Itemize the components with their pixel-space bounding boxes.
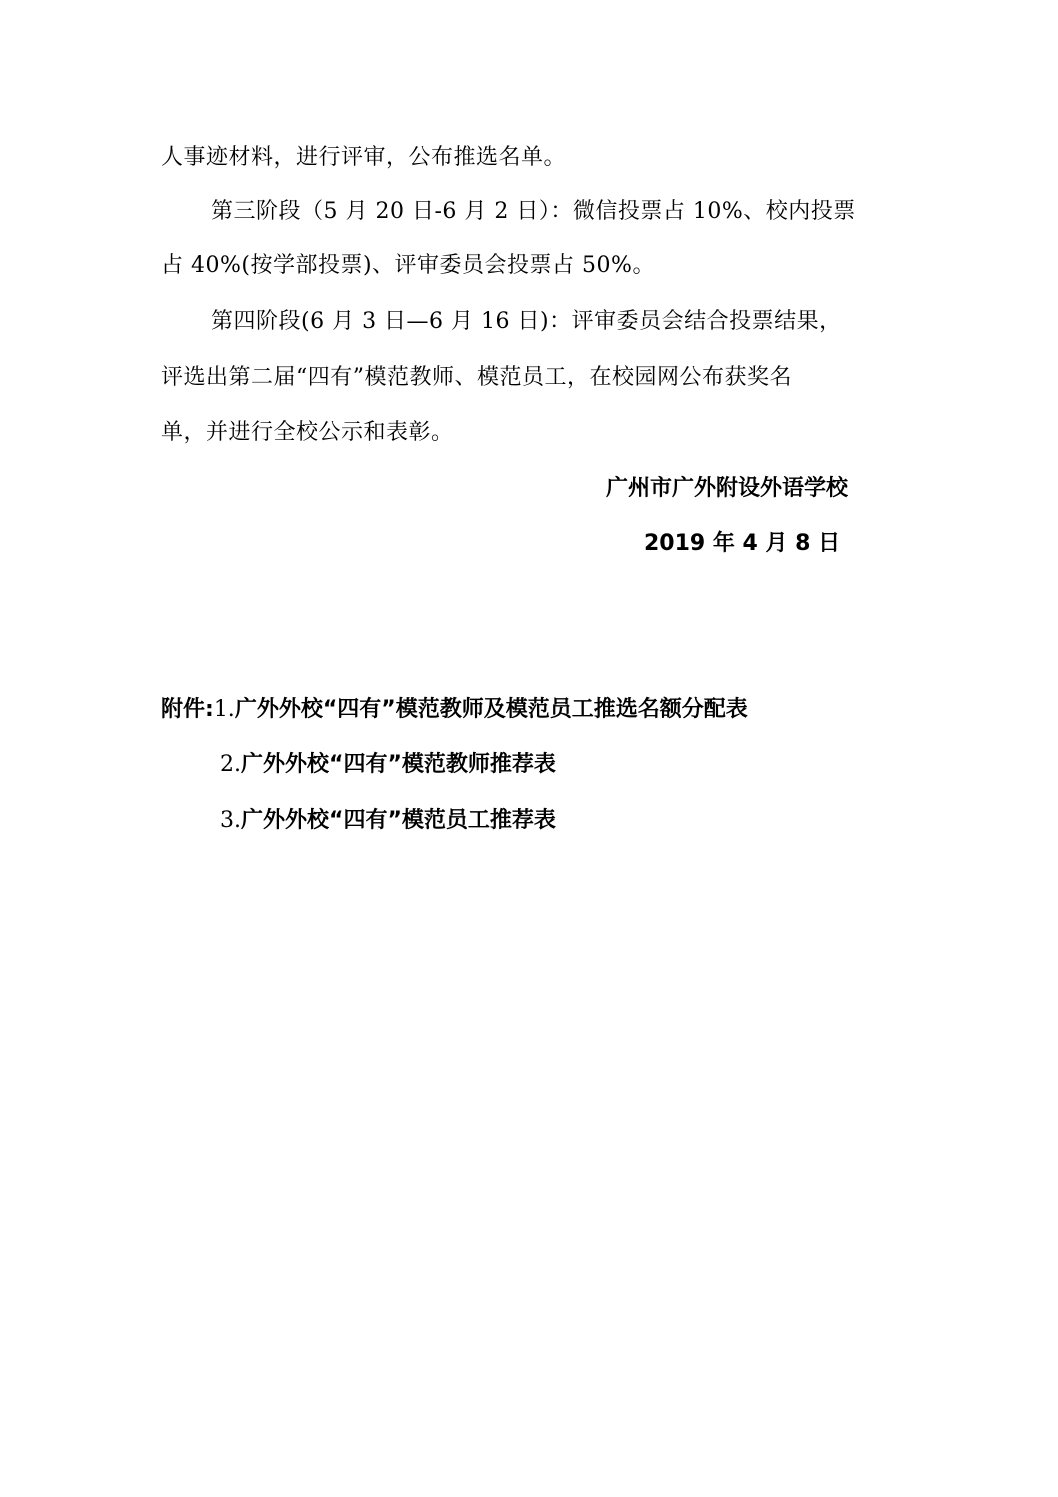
signature-date: 2019 年 4 月 8 日 xyxy=(644,531,841,556)
attachment-number: 1. xyxy=(213,697,235,722)
paragraph-line: 第四阶段(6 月 3 日—6 月 16 日)：评审委员会结合投票结果， xyxy=(211,309,842,334)
attachment-title: 广外外校“四有”模范教师推荐表 xyxy=(241,752,556,777)
signature-organization: 广州市广外附设外语学校 xyxy=(606,476,849,501)
paragraph-line: 第三阶段（5 月 20 日-6 月 2 日）：微信投票占 10%、校内投票 xyxy=(211,199,856,224)
paragraph-line: 单，并进行全校公示和表彰。 xyxy=(161,420,454,445)
attachment-item xyxy=(220,807,556,835)
paragraph-line: 占 40%(按学部投票)、评审委员会投票占 50%。 xyxy=(161,253,655,278)
paragraph-line: 评选出第二届“四有”模范教师、模范员工，在校园网公布获奖名 xyxy=(161,365,792,390)
paragraph-line: 人事迹材料，进行评审，公布推选名单。 xyxy=(161,145,567,170)
attachment-title: 广外外校“四有”模范教师及模范员工推选名额分配表 xyxy=(234,697,748,722)
attachment-number: 2. xyxy=(220,752,241,777)
attachment-title: 广外外校“四有”模范员工推荐表 xyxy=(241,808,556,833)
attachment-item xyxy=(220,751,556,779)
attachments-label: 附件: xyxy=(161,697,214,722)
attachment-item xyxy=(161,696,748,724)
attachment-number: 3. xyxy=(220,808,241,833)
